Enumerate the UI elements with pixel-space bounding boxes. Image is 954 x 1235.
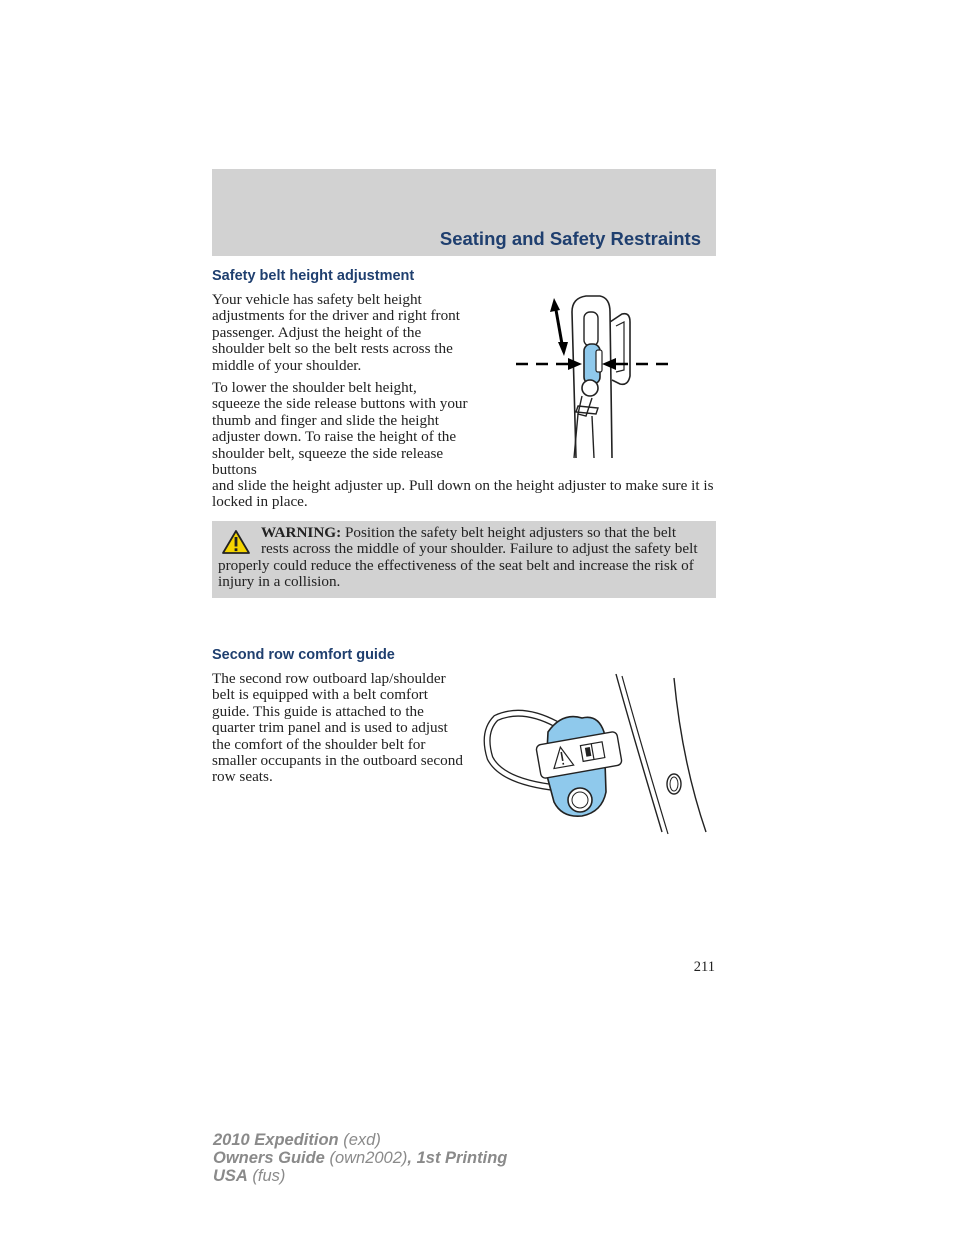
page-number: 211 xyxy=(693,959,715,975)
height-adjustment-paragraph-1: Your vehicle has safety belt height adjustments for the driver and right front passenger. Adjust the height of the shoulder belt so the belt rests across the middle of your shoulder. xyxy=(212,291,460,374)
warning-box xyxy=(212,521,716,598)
warning-text xyxy=(218,525,706,591)
section-title: Seating and Safety Restraints xyxy=(439,228,701,249)
belt-height-adjuster-illustration xyxy=(512,292,672,460)
section-header-bar xyxy=(212,169,716,256)
height-adjustment-paragraph-2-continued: and slide the height adjuster up. Pull down on the height adjuster to make sure it is locked in place. xyxy=(212,477,714,511)
footer-line-3: USA (fus) xyxy=(213,1167,286,1185)
comfort-guide-paragraph: The second row outboard lap/shoulder belt is equipped with a belt comfort guide. This guide is attached to the quarter trim panel and is used to adjust the comfort of the shoulder belt for smaller occupants in the outboard second row seats. xyxy=(212,670,463,786)
footer-line-1: 2010 Expedition (exd) xyxy=(213,1131,381,1149)
comfort-guide-illustration xyxy=(482,672,716,836)
warning-label: WARNING: xyxy=(261,524,342,541)
footer-line-2: Owners Guide (own2002), 1st Printing xyxy=(213,1149,508,1167)
document-footer xyxy=(213,1131,507,1185)
comfort-guide-heading: Second row comfort guide xyxy=(212,647,395,663)
height-adjustment-heading: Safety belt height adjustment xyxy=(212,268,415,284)
warning-message: Position the safety belt height adjusters so that the belt rests across the middle of your shoulder. Failure to adjust the safety belt properly could reduce the effectiveness of the seat belt and increase the risk of injury in a collision. xyxy=(218,524,698,591)
height-adjustment-paragraph-2-wrapped: To lower the shoulder belt height, squeeze the side release buttons with your thumb and finger and slide the height adjuster down. To raise the height of the shoulder belt, squeeze the side release buttons xyxy=(212,379,468,479)
